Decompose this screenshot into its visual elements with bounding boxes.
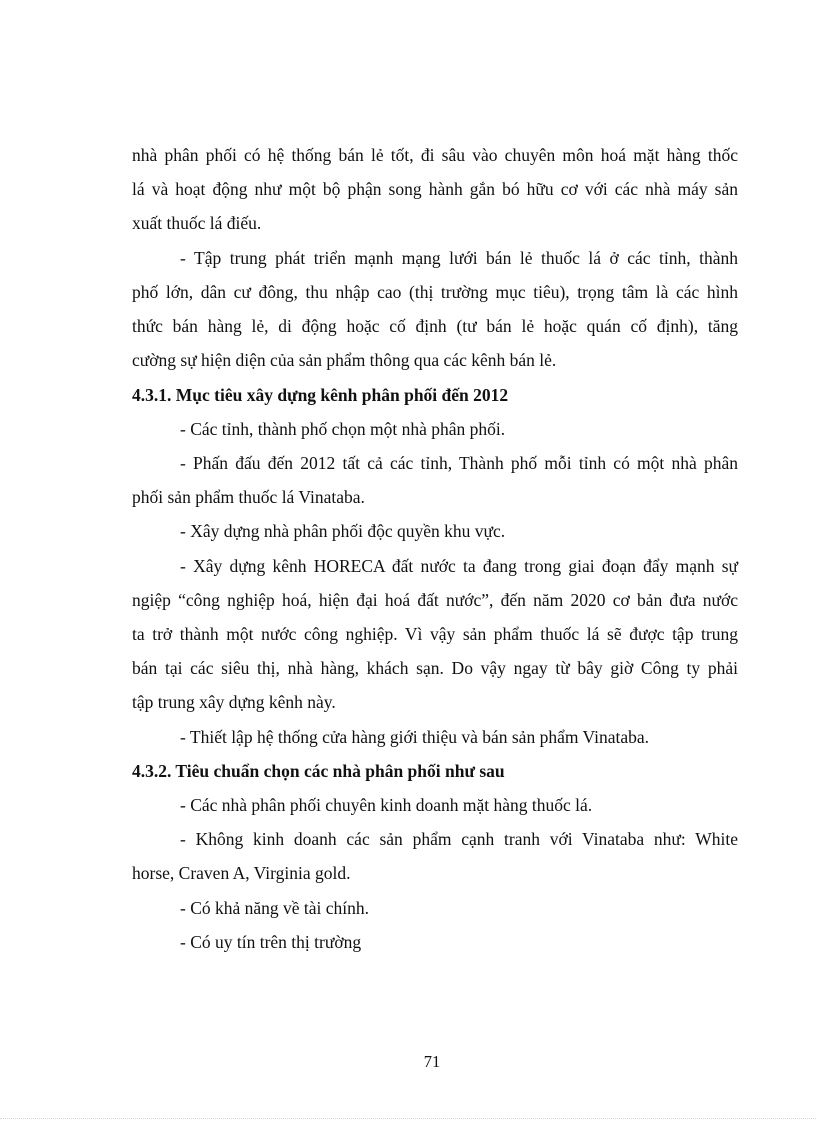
paragraph-line: thức bán hàng lẻ, di động hoặc cố định (tư bán lẻ hoặc quán cố định), tăng	[132, 316, 738, 336]
section-heading: 4.3.2. Tiêu chuẩn chọn các nhà phân phối như sau	[132, 761, 505, 781]
page-number: 71	[423, 1052, 441, 1071]
list-item-continuation: ngiệp “công nghiệp hoá, hiện đại hoá đất nước”, đến năm 2020 cơ bản đưa nước	[132, 590, 738, 610]
paragraph-line: - Tập trung phát triển mạnh mạng lưới bán lẻ thuốc lá ở các tỉnh, thành	[180, 248, 738, 268]
list-item: - Các tỉnh, thành phố chọn một nhà phân phối.	[180, 419, 506, 439]
list-item: - Không kinh doanh các sản phẩm cạnh tranh với Vinataba như: White	[180, 829, 738, 849]
list-item: - Các nhà phân phối chuyên kinh doanh mặt hàng thuốc lá.	[180, 795, 593, 815]
list-item: - Xây dựng nhà phân phối độc quyền khu vực.	[180, 521, 506, 541]
paragraph-line: lá và hoạt động như một bộ phận song hành gắn bó hữu cơ với các nhà máy sản	[132, 179, 738, 199]
list-item-continuation: horse, Craven A, Virginia gold.	[132, 863, 351, 883]
list-item-continuation: tập trung xây dựng kênh này.	[132, 692, 336, 712]
list-item: - Xây dựng kênh HORECA đất nước ta đang trong giai đoạn đẩy mạnh sự	[180, 556, 738, 576]
paragraph-line: xuất thuốc lá điếu.	[132, 213, 262, 233]
list-item: - Có khả năng về tài chính.	[180, 898, 370, 918]
list-item-continuation: ta trở thành một nước công nghiệp. Vì vậy sản phẩm thuốc lá sẽ được tập trung	[132, 624, 738, 644]
list-item-continuation: phối sản phẩm thuốc lá Vinataba.	[132, 487, 365, 507]
paragraph-line: cường sự hiện diện của sản phẩm thông qua các kênh bán lẻ.	[132, 350, 557, 370]
list-item: - Phấn đấu đến 2012 tất cả các tỉnh, Thành phố mỗi tỉnh có một nhà phân	[180, 453, 738, 473]
section-heading: 4.3.1. Mục tiêu xây dựng kênh phân phối đến 2012	[132, 385, 509, 405]
page-bottom-divider	[0, 1118, 816, 1119]
list-item: - Có uy tín trên thị trường	[180, 932, 362, 952]
list-item: - Thiết lập hệ thống cửa hàng giới thiệu và bán sản phẩm Vinataba.	[180, 727, 649, 747]
paragraph-line: phố lớn, dân cư đông, thu nhập cao (thị trường mục tiêu), trọng tâm là các hình	[132, 282, 738, 302]
paragraph-line: nhà phân phối có hệ thống bán lẻ tốt, đi sâu vào chuyên môn hoá mặt hàng thốc	[132, 145, 738, 165]
list-item-continuation: bán tại các siêu thị, nhà hàng, khách sạn. Do vậy ngay từ bây giờ Công ty phải	[132, 658, 738, 678]
